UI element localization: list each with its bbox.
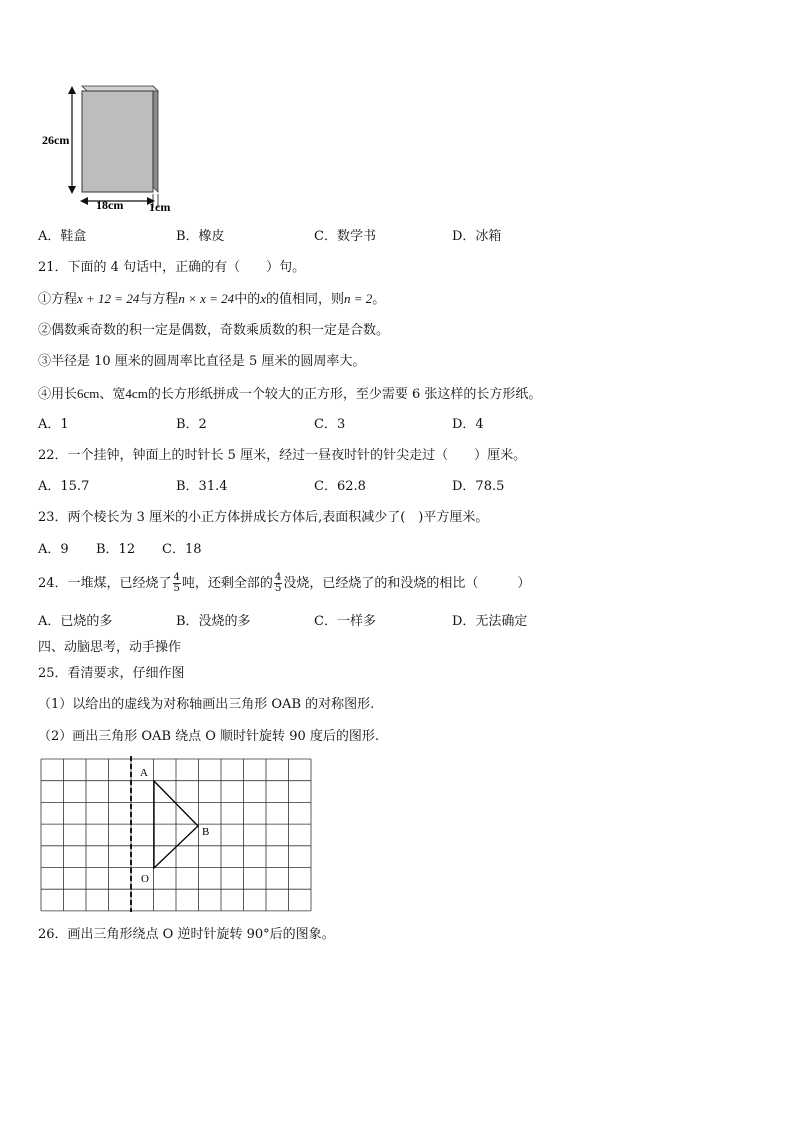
q21-statement-4: ④用长6cm、宽4cm的长方形纸拼成一个较大的正方形，至少需要 6 张这样的长方形纸。 — [38, 386, 542, 402]
q22-option-d[interactable]: D．78.5 — [452, 479, 505, 494]
q20-option-a[interactable]: A．鞋盒 — [38, 229, 87, 244]
q20-option-b[interactable]: B．橡皮 — [176, 229, 225, 244]
label-o: O — [141, 873, 149, 885]
q26-stem: 26．画出三角形绕点 O 逆时针旋转 90°后的图象。 — [38, 927, 335, 942]
grid-lines — [41, 759, 311, 911]
q20-option-c[interactable]: C．数学书 — [314, 229, 376, 244]
q23-option-c[interactable]: C．18 — [162, 542, 202, 557]
box-top-face — [82, 86, 158, 91]
box-figure — [38, 80, 188, 216]
label-b: B — [202, 826, 210, 838]
q22-stem: 22．一个挂钟，钟面上的时针长 5 厘米，经过一昼夜时针的针尖走过（ ）厘米。 — [38, 448, 527, 463]
box-front-face — [82, 91, 153, 192]
box-side-face — [153, 86, 158, 192]
width-label: 18cm — [96, 198, 124, 212]
depth-label: 1cm — [149, 200, 171, 214]
q24-option-b[interactable]: B．没烧的多 — [176, 614, 251, 629]
fraction-four-fifths: $\frac{4}{5}$ — [173, 572, 180, 594]
q21-option-c[interactable]: C．3 — [314, 417, 346, 432]
q24-option-c[interactable]: C．一样多 — [314, 614, 376, 629]
q24-stem: 24．一堆煤，已经烧了 $\frac{4}{5}$ 吨，还剩全部的 $\frac{4}{5}$ 没烧，已经烧了的和没烧的相比（ ） — [38, 572, 531, 594]
q21-option-d[interactable]: D．4 — [452, 417, 484, 432]
q21-statement-1: ①方程x + 12 = 24与方程n × x = 24中的x的值相同，则n = 2。 — [38, 291, 386, 307]
q25-sub-2: （2）画出三角形 OAB 绕点 O 顺时针旋转 90 度后的图形. — [38, 729, 379, 744]
q22-option-b[interactable]: B．31.4 — [176, 479, 228, 494]
q21-statement-3: ③半径是 10 厘米的圆周率比直径是 5 厘米的圆周率大。 — [38, 354, 366, 369]
q21-option-a[interactable]: A．1 — [38, 417, 69, 432]
q24-option-d[interactable]: D．无法确定 — [452, 614, 528, 629]
grid-figure[interactable] — [38, 756, 314, 914]
section-heading: 四、动脑思考，动手操作 — [38, 640, 182, 655]
q21-option-b[interactable]: B．2 — [176, 417, 207, 432]
q20-option-d[interactable]: D．冰箱 — [452, 229, 502, 244]
height-label: 26cm — [42, 133, 70, 147]
q22-option-c[interactable]: C．62.8 — [314, 479, 366, 494]
label-a: A — [140, 767, 148, 779]
q23-option-a[interactable]: A．9 — [38, 542, 69, 557]
q25-stem: 25．看清要求，仔细作图 — [38, 666, 185, 681]
q25-sub-1: （1）以给出的虚线为对称轴画出三角形 OAB 的对称图形. — [38, 697, 375, 712]
fraction-four-fifths: $\frac{4}{5}$ — [274, 572, 282, 594]
q21-statement-2: ②偶数乘奇数的积一定是偶数，奇数乘质数的积一定是合数。 — [38, 323, 390, 338]
q21-stem: 21．下面的 4 句话中，正确的有（ ）句。 — [38, 260, 306, 275]
q24-option-a[interactable]: A．已烧的多 — [38, 614, 113, 629]
q23-option-b[interactable]: B．12 — [96, 542, 136, 557]
q23-stem: 23．两个棱长为 3 厘米的小正方体拼成长方体后,表面积减少了( )平方厘米。 — [38, 510, 489, 525]
q22-option-a[interactable]: A．15.7 — [38, 479, 90, 494]
